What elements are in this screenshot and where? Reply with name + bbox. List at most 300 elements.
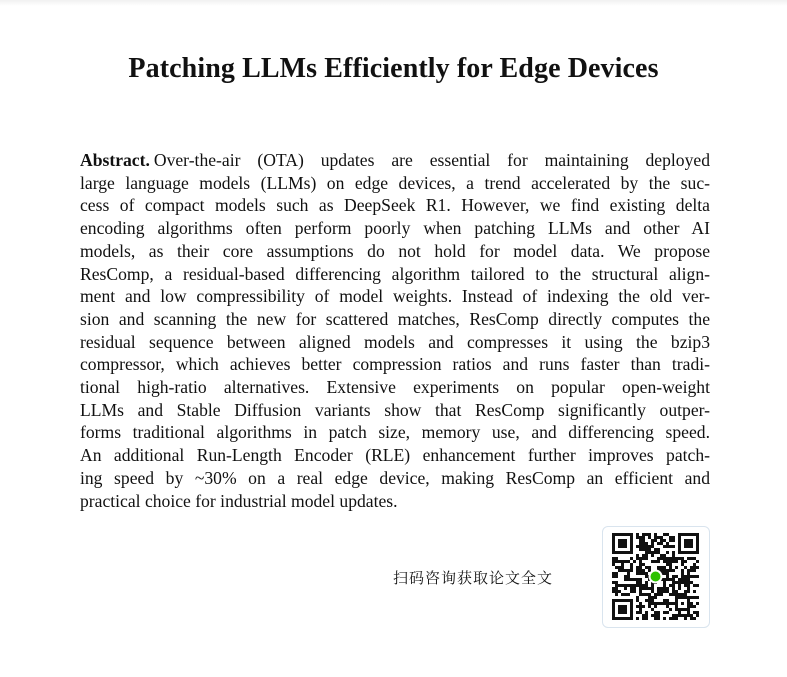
- qr-module: [633, 587, 636, 590]
- qr-module: [690, 575, 693, 578]
- abstract-line: large language models (LLMs) on edge devices, a trend accelerated by the suc-: [80, 172, 710, 193]
- qr-module: [672, 578, 675, 581]
- qr-module: [639, 560, 642, 563]
- qr-module: [630, 569, 633, 572]
- qr-module: [648, 536, 651, 539]
- qr-module: [678, 614, 681, 617]
- qr-module: [690, 602, 693, 605]
- qr-module: [639, 563, 642, 566]
- qr-module: [645, 557, 648, 560]
- qr-module: [639, 542, 642, 545]
- qr-module: [612, 560, 615, 563]
- qr-module: [642, 533, 645, 536]
- qr-module: [672, 539, 675, 542]
- qr-module: [636, 554, 639, 557]
- qr-module: [624, 569, 627, 572]
- qr-module: [636, 617, 639, 620]
- qr-module: [654, 536, 657, 539]
- qr-module: [696, 575, 699, 578]
- qr-module: [669, 617, 672, 620]
- qr-module: [642, 593, 645, 596]
- qr-module: [642, 539, 645, 542]
- qr-module: [651, 584, 654, 587]
- qr-module: [627, 560, 630, 563]
- qr-module: [687, 614, 690, 617]
- qr-module: [675, 590, 678, 593]
- qr-module: [672, 560, 675, 563]
- qr-module: [657, 590, 660, 593]
- qr-module: [624, 560, 627, 563]
- qr-module: [678, 593, 681, 596]
- qr-module: [642, 536, 645, 539]
- qr-module: [624, 575, 627, 578]
- qr-module: [615, 572, 618, 575]
- qr-module: [615, 590, 618, 593]
- qr-module: [666, 560, 669, 563]
- qr-module: [627, 593, 630, 596]
- qr-module: [648, 566, 651, 569]
- qr-module: [642, 584, 645, 587]
- qr-module: [651, 596, 654, 599]
- qr-module: [648, 605, 651, 608]
- abstract-line: residual sequence between aligned models and compresses it using the bzip3: [80, 331, 710, 352]
- qr-module: [630, 563, 633, 566]
- qr-module: [654, 614, 657, 617]
- qr-module: [651, 554, 654, 557]
- qr-module: [645, 584, 648, 587]
- qr-module: [651, 542, 654, 545]
- qr-module: [633, 584, 636, 587]
- qr-module: [675, 575, 678, 578]
- qr-module: [681, 560, 684, 563]
- qr-module: [672, 590, 675, 593]
- qr-module: [618, 566, 621, 569]
- qr-module: [636, 572, 639, 575]
- qr-module: [669, 536, 672, 539]
- qr-module: [672, 575, 675, 578]
- qr-module: [639, 593, 642, 596]
- qr-module: [678, 587, 681, 590]
- qr-module: [678, 578, 681, 581]
- qr-module: [642, 614, 645, 617]
- qr-module: [621, 584, 624, 587]
- qr-module: [666, 578, 669, 581]
- qr-module: [660, 602, 663, 605]
- qr-module: [624, 593, 627, 596]
- qr-module: [666, 602, 669, 605]
- qr-module: [663, 590, 666, 593]
- qr-module: [675, 560, 678, 563]
- qr-module: [681, 578, 684, 581]
- qr-module: [657, 611, 660, 614]
- qr-module: [690, 614, 693, 617]
- qr-module: [669, 578, 672, 581]
- qr-module: [681, 557, 684, 560]
- qr-module: [642, 587, 645, 590]
- qr-module: [663, 545, 666, 548]
- qr-module: [684, 590, 687, 593]
- qr-module: [663, 554, 666, 557]
- qr-module: [639, 536, 642, 539]
- qr-module: [642, 572, 645, 575]
- qr-module: [639, 566, 642, 569]
- qr-module: [690, 557, 693, 560]
- qr-module: [663, 587, 666, 590]
- qr-module: [693, 590, 696, 593]
- qr-module: [681, 593, 684, 596]
- qr-module: [621, 569, 624, 572]
- qr-module: [621, 560, 624, 563]
- qr-module: [693, 611, 696, 614]
- qr-module: [615, 584, 618, 587]
- qr-module: [687, 578, 690, 581]
- qr-module: [696, 584, 699, 587]
- qr-module: [669, 563, 672, 566]
- qr-module: [633, 578, 636, 581]
- qr-module: [693, 575, 696, 578]
- qr-module: [624, 578, 627, 581]
- qr-module: [618, 560, 621, 563]
- qr-module: [663, 539, 666, 542]
- qr-module: [660, 590, 663, 593]
- qr-module: [684, 593, 687, 596]
- qr-module: [654, 539, 657, 542]
- qr-module: [636, 545, 639, 548]
- qr-module: [645, 545, 648, 548]
- abstract-line: Abstract. Over-the-air (OTA) updates are essential for maintaining deployed: [80, 150, 710, 170]
- qr-module: [630, 590, 633, 593]
- qr-module: [672, 584, 675, 587]
- qr-module: [678, 584, 681, 587]
- qr-module: [648, 587, 651, 590]
- qr-module: [618, 584, 621, 587]
- qr-module: [642, 557, 645, 560]
- qr-module: [639, 605, 642, 608]
- qr-module: [627, 569, 630, 572]
- abstract-line: practical choice for industrial model updates.: [80, 490, 398, 511]
- qr-module: [645, 572, 648, 575]
- qr-module: [648, 602, 651, 605]
- qr-module: [612, 590, 615, 593]
- qr-module: [636, 605, 639, 608]
- qr-module: [687, 572, 690, 575]
- qr-module: [675, 557, 678, 560]
- qr-module: [696, 596, 699, 599]
- qr-module: [681, 575, 684, 578]
- abstract-line: LLMs and Stable Diffusion variants show that ResComp significantly outper-: [80, 399, 710, 420]
- qr-module: [654, 560, 657, 563]
- qr-module: [675, 593, 678, 596]
- qr-module: [654, 551, 657, 554]
- qr-module: [618, 569, 621, 572]
- qr-module: [672, 554, 675, 557]
- qr-module: [675, 617, 678, 620]
- qr-module: [687, 557, 690, 560]
- abstract-line: forms traditional algorithms in patch size, memory use, and differencing speed.: [80, 422, 710, 443]
- qr-module: [612, 557, 615, 560]
- scan-qr-caption: 扫码咨询获取论文全文: [393, 569, 554, 587]
- qr-module: [663, 566, 666, 569]
- qr-module: [693, 563, 696, 566]
- qr-module: [651, 614, 654, 617]
- qr-module: [630, 566, 633, 569]
- qr-module: [636, 599, 639, 602]
- qr-module: [657, 602, 660, 605]
- qr-module: [612, 587, 615, 590]
- qr-module: [642, 605, 645, 608]
- qr-module: [636, 578, 639, 581]
- qr-module: [615, 581, 618, 584]
- qr-module: [681, 569, 684, 572]
- qr-module: [672, 602, 675, 605]
- qr-module: [669, 560, 672, 563]
- qr-module: [660, 587, 663, 590]
- qr-module: [693, 617, 696, 620]
- qr-module: [672, 581, 675, 584]
- qr-module: [654, 548, 657, 551]
- qr-module: [651, 599, 654, 602]
- qr-module: [693, 557, 696, 560]
- qr-module: [642, 563, 645, 566]
- qr-module: [648, 533, 651, 536]
- qr-module: [678, 557, 681, 560]
- qr-module: [648, 599, 651, 602]
- qr-module: [639, 611, 642, 614]
- qr-module: [636, 611, 639, 614]
- qr-module: [645, 533, 648, 536]
- qr-module: [645, 593, 648, 596]
- abstract-line: models, as their core assumptions do not hold for model data. We propose: [80, 240, 710, 261]
- qr-module: [663, 578, 666, 581]
- qr-module: [669, 602, 672, 605]
- qr-module: [627, 575, 630, 578]
- abstract-label: Abstract.: [80, 150, 150, 170]
- qr-module: [612, 563, 615, 566]
- qr-module: [633, 590, 636, 593]
- qr-module: [636, 569, 639, 572]
- qr-module: [615, 587, 618, 590]
- abstract-paragraph: [80, 149, 710, 512]
- qr-module: [672, 545, 675, 548]
- qr-code-card[interactable]: [602, 526, 710, 628]
- qr-module: [645, 554, 648, 557]
- qr-module: [687, 611, 690, 614]
- qr-module: [639, 557, 642, 560]
- qr-module: [612, 581, 615, 584]
- qr-module: [645, 575, 648, 578]
- qr-module: [669, 593, 672, 596]
- qr-module: [657, 551, 660, 554]
- qr-module: [636, 581, 639, 584]
- qr-module: [657, 536, 660, 539]
- qr-module: [669, 608, 672, 611]
- qr-module: [615, 566, 618, 569]
- qr-module: [669, 569, 672, 572]
- qr-module: [663, 611, 666, 614]
- qr-module: [645, 599, 648, 602]
- qr-module: [681, 563, 684, 566]
- qr-module: [657, 614, 660, 617]
- qr-module: [636, 557, 639, 560]
- qr-module: [630, 557, 633, 560]
- qr-module: [645, 614, 648, 617]
- qr-module: [639, 545, 642, 548]
- paper-title: Patching LLMs Efficiently for Edge Devices: [128, 53, 659, 84]
- qr-module: [672, 569, 675, 572]
- qr-module: [663, 602, 666, 605]
- qr-module: [636, 533, 639, 536]
- qr-module: [672, 593, 675, 596]
- qr-module: [681, 572, 684, 575]
- qr-module: [669, 566, 672, 569]
- qr-module: [666, 572, 669, 575]
- abstract-line: An additional Run-Length Encoder (RLE) enhancement further improves patch-: [80, 445, 710, 466]
- qr-module: [690, 605, 693, 608]
- qr-module: [693, 584, 696, 587]
- qr-module: [690, 569, 693, 572]
- qr-module: [669, 545, 672, 548]
- qr-module: [690, 617, 693, 620]
- qr-module: [645, 581, 648, 584]
- qr-module: [666, 533, 669, 536]
- qr-module: [684, 566, 687, 569]
- qr-module: [639, 602, 642, 605]
- qr-module: [684, 575, 687, 578]
- qr-module: [645, 611, 648, 614]
- qr-module: [684, 617, 687, 620]
- qr-module: [651, 602, 654, 605]
- qr-module: [696, 566, 699, 569]
- qr-module: [684, 581, 687, 584]
- qr-module: [639, 581, 642, 584]
- qr-module: [642, 554, 645, 557]
- qr-module: [687, 569, 690, 572]
- qr-module: [672, 551, 675, 554]
- qr-module: [624, 584, 627, 587]
- qr-module: [666, 599, 669, 602]
- qr-module: [627, 572, 630, 575]
- qr-module: [642, 569, 645, 572]
- qr-module: [672, 557, 675, 560]
- abstract-line: tional high-ratio alternatives. Extensive experiments on popular open-weight: [80, 377, 710, 398]
- qr-module: [687, 587, 690, 590]
- qr-module: [648, 548, 651, 551]
- qr-module: [645, 542, 648, 545]
- qr-module: [669, 557, 672, 560]
- qr-module: [651, 560, 654, 563]
- qr-module: [663, 569, 666, 572]
- qr-module: [642, 542, 645, 545]
- qr-module: [654, 611, 657, 614]
- qr-module: [669, 539, 672, 542]
- qr-module: [657, 548, 660, 551]
- qr-module: [648, 545, 651, 548]
- qr-module: [660, 554, 663, 557]
- qr-module: [663, 560, 666, 563]
- qr-module: [684, 578, 687, 581]
- qr-module: [636, 536, 639, 539]
- qr-module: [690, 581, 693, 584]
- qr-module: [654, 593, 657, 596]
- qr-module: [654, 605, 657, 608]
- qr-module: [663, 572, 666, 575]
- qr-module: [651, 608, 654, 611]
- qr-module: [660, 593, 663, 596]
- abstract-line: encoding algorithms often perform poorly when patching LLMs and other AI: [80, 218, 710, 239]
- qr-module: [660, 557, 663, 560]
- qr-module: [687, 584, 690, 587]
- qr-module: [663, 557, 666, 560]
- abstract-line: compressor, which achieves better compression ratios and runs faster than tradi-: [80, 354, 710, 375]
- qr-module: [621, 566, 624, 569]
- qr-module: [696, 560, 699, 563]
- qr-module: [696, 602, 699, 605]
- qr-module: [648, 569, 651, 572]
- qr-module: [612, 575, 615, 578]
- qr-module: [636, 596, 639, 599]
- qr-module: [663, 533, 666, 536]
- qr-module: [657, 593, 660, 596]
- qr-module: [666, 605, 669, 608]
- qr-module: [693, 596, 696, 599]
- qr-module: [639, 608, 642, 611]
- qr-module: [648, 596, 651, 599]
- abstract-line: sion and scanning the new for scattered matches, ResComp directly computes the: [80, 308, 710, 329]
- qr-module: [630, 587, 633, 590]
- qr-module: [645, 617, 648, 620]
- qr-module: [696, 614, 699, 617]
- qr-module: [645, 587, 648, 590]
- qr-module: [672, 536, 675, 539]
- qr-module: [615, 593, 618, 596]
- qr-module: [636, 566, 639, 569]
- qr-module: [675, 566, 678, 569]
- qr-code-icon[interactable]: [609, 532, 703, 622]
- qr-module: [678, 581, 681, 584]
- qr-module: [666, 542, 669, 545]
- qr-module: [672, 617, 675, 620]
- qr-module: [630, 584, 633, 587]
- qr-module: [639, 584, 642, 587]
- qr-module: [636, 584, 639, 587]
- qr-module: [690, 596, 693, 599]
- qr-module: [687, 575, 690, 578]
- qr-module: [651, 587, 654, 590]
- qr-module: [624, 587, 627, 590]
- qr-module: [639, 587, 642, 590]
- wechat-logo-icon: [651, 572, 661, 582]
- qr-module: [612, 572, 615, 575]
- qr-module: [654, 617, 657, 620]
- qr-module: [639, 590, 642, 593]
- qr-module: [663, 581, 666, 584]
- qr-module: [648, 551, 651, 554]
- abstract-line: cess of compact models such as DeepSeek R1. However, we find existing delta: [80, 195, 710, 216]
- qr-module: [639, 578, 642, 581]
- qr-module: [666, 569, 669, 572]
- qr-module: [675, 614, 678, 617]
- qr-module: [657, 542, 660, 545]
- qr-module: [684, 560, 687, 563]
- qr-module: [660, 569, 663, 572]
- qr-module: [654, 533, 657, 536]
- abstract-line: ing speed by ~30% on a real edge device, making ResComp an efficient and: [80, 467, 710, 488]
- qr-module: [627, 578, 630, 581]
- qr-module: [642, 548, 645, 551]
- qr-module: [651, 539, 654, 542]
- qr-module: [642, 617, 645, 620]
- qr-module: [666, 590, 669, 593]
